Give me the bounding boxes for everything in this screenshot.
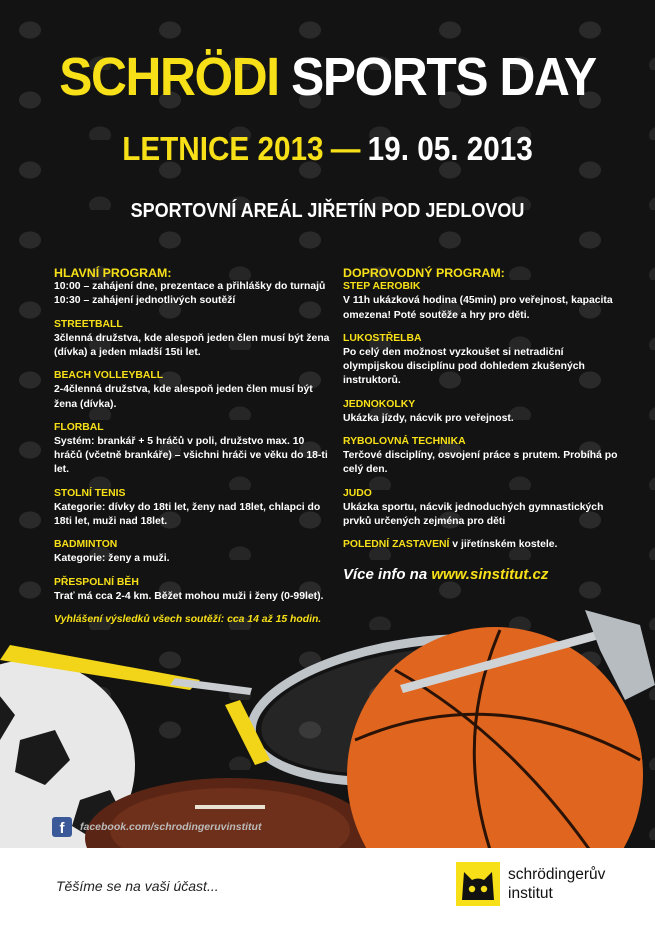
section-title-prespolni-beh: PŘESPOLNÍ BĚH <box>54 576 139 588</box>
section-text-step-aerobik: V 11h ukázková hodina (45min) pro veřejnost, kapacita omezena! Poté soutěže a hry pro děti. <box>343 295 613 321</box>
venue: SPORTOVNÍ AREÁL JIŘETÍN POD JEDLOVOU <box>130 200 525 222</box>
results-note: Vyhlášení výsledků všech soutěží: cca 14 až 15 hodin. <box>54 614 322 626</box>
section-text-badminton: Kategorie: ženy a muži. <box>54 553 170 565</box>
section-title-step-aerobik: STEP AEROBIK <box>343 281 421 293</box>
side-program <box>343 266 625 583</box>
lunch-line <box>343 538 625 552</box>
cat-logo-icon <box>456 862 500 906</box>
dateline-place: LETNICE 2013 <box>122 130 324 167</box>
logo-text <box>508 865 605 903</box>
title-sports-day: SPORTS DAY <box>291 47 596 107</box>
section-text-stolni-tenis: Kategorie: dívky do 18ti let, ženy nad 18let, chlapci do 18ti let, muži nad 18let. <box>54 501 321 528</box>
title-schrodi: SCHRÖDI <box>59 47 279 107</box>
facebook-link[interactable] <box>52 817 261 837</box>
facebook-url[interactable]: facebook.com/schrodingeruvinstitut <box>80 821 262 833</box>
website-link[interactable]: www.sinstitut.cz <box>431 566 549 584</box>
sports-equipment-illustration <box>0 590 655 848</box>
facebook-icon: f <box>52 817 72 837</box>
dateline-date: 19. 05. 2013 <box>367 130 533 167</box>
section-text-jednokolky: Ukázka jízdy, nácvik pro veřejnost. <box>343 412 514 424</box>
section-text-judo: Ukázka sportu, nácvik jednoduchých gymnastických prvků určených zejména pro děti <box>343 501 604 528</box>
section-title-stolni-tenis: STOLNÍ TENIS <box>54 487 126 499</box>
section-text-lukostrelba: Po celý den možnost vyzkoušet si netradiční olympijskou disciplínu pod dohledem zkušených instruktorů. <box>343 347 585 387</box>
more-info-label: Více info na <box>343 566 432 584</box>
section-title-jednokolky: JEDNOKOLKY <box>343 398 416 410</box>
section-text-streetball: 3členná družstva, kde alespoň jeden člen musí být žena (dívka) a jeden mladší 15ti let. <box>54 332 330 359</box>
section-title-florbal: FLORBAL <box>54 421 104 433</box>
schedule-line: 10:00 – zahájení dne, prezentace a přihlášky do turnajů <box>54 281 326 293</box>
side-program-heading: DOPROVODNÝ PROGRAM: <box>343 266 505 280</box>
dateline <box>33 130 623 168</box>
section-text-rybolovna-technika: Terčové disciplíny, osvojení práce s prutem. Probíhá po celý den. <box>343 450 618 476</box>
section-title-beach-volleyball: BEACH VOLLEYBALL <box>54 370 164 382</box>
section-title-streetball: STREETBALL <box>54 318 123 330</box>
section-title-rybolovna-technika: RYBOLOVNÁ TECHNIKA <box>343 436 466 448</box>
dateline-dash: — <box>330 130 361 167</box>
section-text-beach-volleyball: 2-4členná družstva, kde alespoň jeden člen musí být žena (dívka). <box>54 384 313 410</box>
section-title-judo: JUDO <box>343 487 372 499</box>
section-title-badminton: BADMINTON <box>54 539 118 551</box>
logo-line-2: institut <box>508 885 553 902</box>
section-title-lukostrelba: LUKOSTŘELBA <box>343 332 422 344</box>
section-text-florbal: Systém: brankář + 5 hráčů v poli, družstvo max. 10 hráčů (včetně brankáře) – všichni hráči ve věku do 18-ti let. <box>54 436 328 476</box>
event-title <box>26 46 629 108</box>
lunch-title: POLEDNÍ ZASTAVENÍ <box>343 539 450 551</box>
main-program <box>54 266 334 627</box>
schedule-line: 10:30 – zahájení jednotlivých soutěží <box>54 295 236 307</box>
lunch-text: v jiřetínském kostele. <box>449 539 558 551</box>
logo-line-1: schrödingerův <box>508 866 606 883</box>
tagline: Těšíme se na vaši účast... <box>56 878 219 894</box>
more-info <box>343 568 625 582</box>
main-program-heading: HLAVNÍ PROGRAM: <box>54 266 172 280</box>
section-text-prespolni-beh: Trať má cca 2-4 km. Běžet mohou muži i ženy (0-99let). <box>54 590 324 602</box>
footer <box>0 848 655 926</box>
institute-logo <box>456 862 605 906</box>
